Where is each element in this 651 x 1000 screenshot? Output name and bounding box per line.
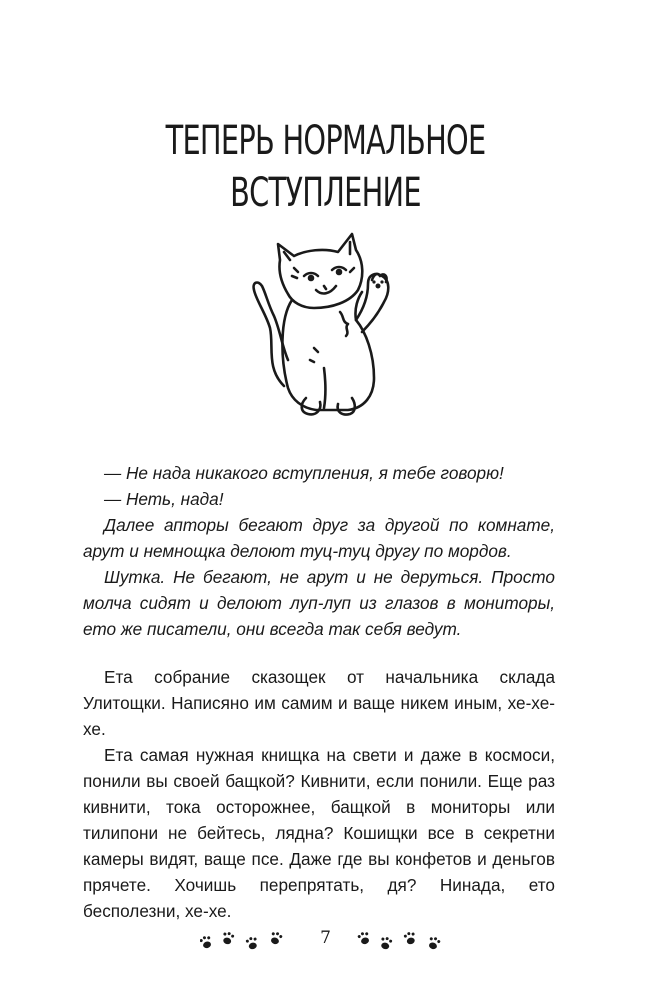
- waving-cat-icon: [244, 228, 408, 420]
- title-line-2: ВСТУПЛЕНИЕ: [230, 169, 421, 216]
- page-number: 7: [320, 928, 331, 948]
- dialogue-paragraph-4: Шутка. Не бегают, не арут и не деруться. Просто молча сидят и делоют луп-луп из глазов в мониторы, ето же писатели, они всегда так себя ведут.: [83, 567, 555, 639]
- dialogue-line-2: — Неть, нада!: [104, 489, 224, 509]
- page-footer: [0, 926, 651, 956]
- body-paragraph-2: Ета самая нужная книщка на свети и даже в космоси, понили вы своей бащкой? Кивнити, если понили. Еще раз кивнити, тока осторожнее, бащкой в мониторы или тилипони не бейтесь, лядна? Кошищки все в секретни камеры видят, ваще псе. Даже где вы конфетов и деньгов прячете. Хочишь перепрятать, дя? Нинада, ето бесполезни, хе-хе.: [83, 745, 555, 921]
- dialogue-paragraph-3: Далее апторы бегают друг за другой по комнате, арут и немнощка делоют туц-туц другу по мордов.: [83, 515, 555, 561]
- dialogue-line-1: — Не нада никакого вступления, я тебе говорю!: [104, 463, 504, 483]
- intro-dialogue: [83, 460, 555, 642]
- paw-prints-icon: [356, 930, 444, 952]
- title-line-1: ТЕПЕРЬ НОРМАЛЬНОЕ: [165, 117, 486, 164]
- body-paragraph-1: Ета собрание сказощек от начальника склада Улитощки. Написяно им самим и ваще никем иным, хе-хе-хе.: [83, 667, 555, 739]
- body-text: [83, 664, 555, 924]
- page-title: [91, 115, 560, 219]
